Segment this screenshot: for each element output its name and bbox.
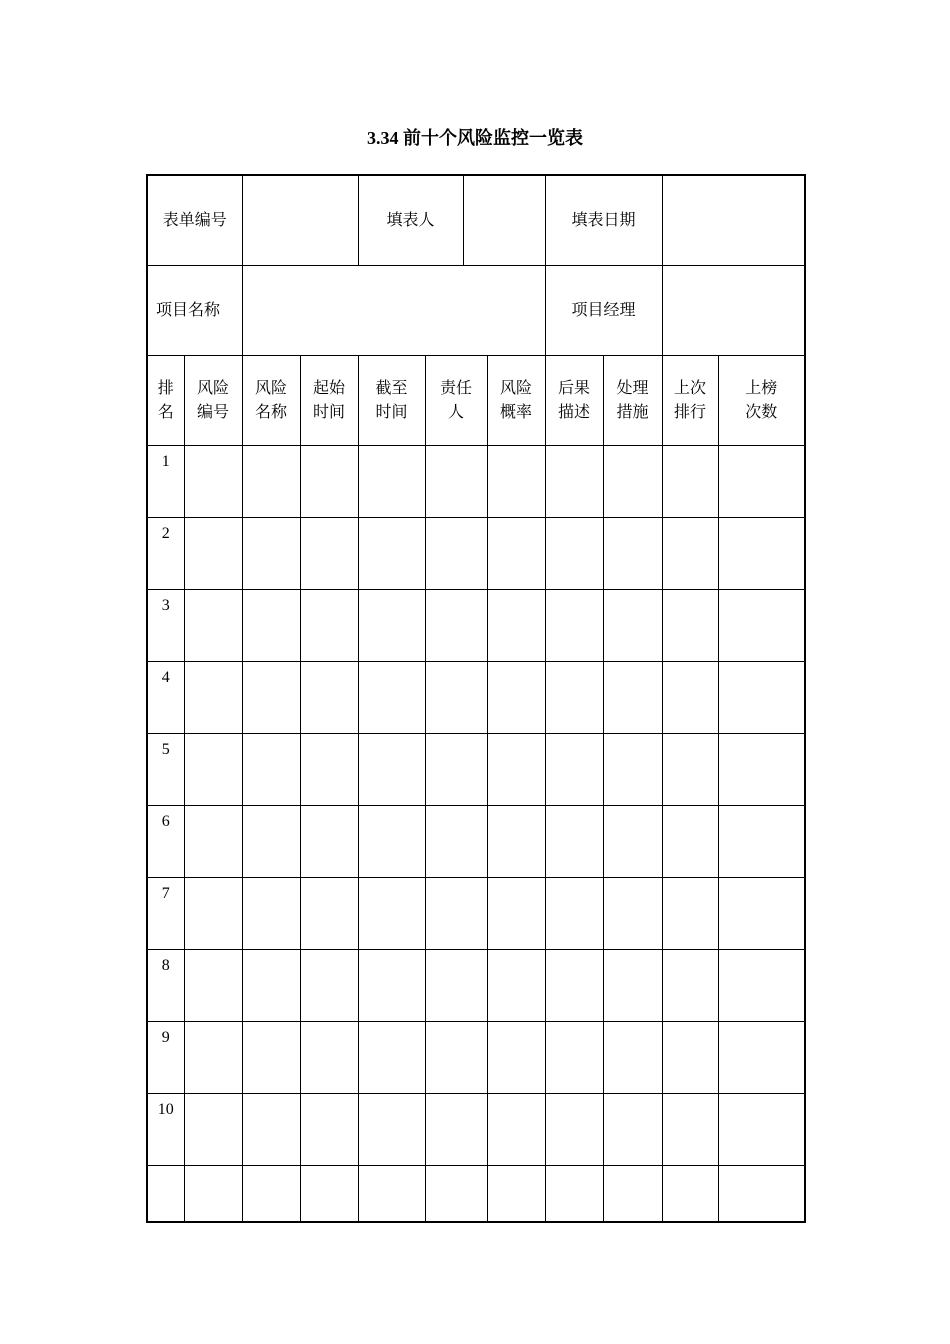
table-cell[interactable]	[662, 806, 718, 878]
filler-label: 填表人	[358, 175, 463, 266]
project-name-field[interactable]	[242, 266, 545, 356]
column-header-line: 时间	[313, 403, 346, 421]
table-row	[147, 878, 805, 950]
table-cell[interactable]	[487, 1166, 545, 1223]
table-cell[interactable]	[662, 590, 718, 662]
table-cell[interactable]	[603, 806, 662, 878]
table-cell[interactable]	[242, 878, 300, 950]
table-cell[interactable]	[358, 878, 425, 950]
table-cell[interactable]	[300, 1022, 358, 1094]
table-cell[interactable]	[358, 806, 425, 878]
table-cell[interactable]	[242, 662, 300, 734]
table-cell[interactable]	[718, 1022, 805, 1094]
table-row	[147, 1022, 805, 1094]
table-cell[interactable]	[242, 1094, 300, 1166]
risk-monitor-table	[146, 174, 806, 1223]
table-cell[interactable]	[425, 662, 487, 734]
table-cell[interactable]	[487, 950, 545, 1022]
rank-cell: 5	[147, 734, 184, 806]
table-cell[interactable]	[358, 1022, 425, 1094]
table-cell[interactable]	[718, 446, 805, 518]
rank-cell: 7	[147, 878, 184, 950]
rank-cell: 2	[147, 518, 184, 590]
table-cell[interactable]	[603, 734, 662, 806]
column-header-line: 风险	[500, 379, 533, 397]
table-cell[interactable]	[487, 1022, 545, 1094]
table-cell[interactable]	[425, 1094, 487, 1166]
table-cell[interactable]	[358, 1094, 425, 1166]
column-header-line: 责任	[440, 379, 473, 397]
table-cell[interactable]	[662, 1166, 718, 1223]
table-cell[interactable]	[358, 950, 425, 1022]
column-header-line: 处理	[616, 379, 649, 397]
column-header	[184, 356, 242, 446]
column-header-line: 次数	[745, 403, 778, 421]
table-cell[interactable]	[425, 806, 487, 878]
table-cell[interactable]	[358, 590, 425, 662]
table-cell[interactable]	[662, 878, 718, 950]
table-cell[interactable]	[300, 1166, 358, 1223]
table-cell[interactable]	[545, 806, 603, 878]
table-cell[interactable]	[718, 950, 805, 1022]
table-cell[interactable]	[184, 446, 242, 518]
column-header	[718, 356, 805, 446]
table-cell[interactable]	[662, 518, 718, 590]
table-cell[interactable]	[603, 950, 662, 1022]
table-cell[interactable]	[718, 518, 805, 590]
rank-cell: 9	[147, 1022, 184, 1094]
table-cell[interactable]	[603, 446, 662, 518]
column-header-line: 截至	[375, 379, 408, 397]
table-cell[interactable]	[184, 518, 242, 590]
table-cell[interactable]	[184, 1022, 242, 1094]
table-cell[interactable]	[718, 590, 805, 662]
table-cell[interactable]	[603, 1166, 662, 1223]
rank-cell: 3	[147, 590, 184, 662]
table-cell[interactable]	[603, 1022, 662, 1094]
table-cell[interactable]	[184, 806, 242, 878]
table-cell[interactable]	[718, 1094, 805, 1166]
table-cell[interactable]	[242, 734, 300, 806]
column-header	[487, 356, 545, 446]
table-cell[interactable]	[184, 1094, 242, 1166]
table-cell[interactable]	[487, 662, 545, 734]
rank-cell: 1	[147, 446, 184, 518]
column-header-line: 措施	[616, 403, 649, 421]
table-cell[interactable]	[662, 734, 718, 806]
table-cell[interactable]	[718, 662, 805, 734]
column-header	[662, 356, 718, 446]
table-row	[147, 518, 805, 590]
table-cell[interactable]	[184, 950, 242, 1022]
table-cell[interactable]	[300, 446, 358, 518]
table-cell[interactable]	[425, 734, 487, 806]
table-cell[interactable]	[487, 734, 545, 806]
table-cell[interactable]	[300, 662, 358, 734]
table-cell[interactable]	[718, 734, 805, 806]
column-header	[603, 356, 662, 446]
table-cell[interactable]	[545, 734, 603, 806]
table-cell[interactable]	[603, 662, 662, 734]
column-header-line: 时间	[375, 403, 408, 421]
table-cell[interactable]	[242, 950, 300, 1022]
table-cell[interactable]	[603, 878, 662, 950]
fill-date-label: 填表日期	[545, 175, 662, 266]
column-header-line: 风险	[255, 379, 288, 397]
column-header-line: 概率	[500, 403, 533, 421]
form-no-field[interactable]	[242, 175, 358, 266]
table-cell[interactable]	[487, 878, 545, 950]
table-cell[interactable]	[545, 662, 603, 734]
column-header	[358, 356, 425, 446]
rank-cell: 6	[147, 806, 184, 878]
table-cell[interactable]	[425, 950, 487, 1022]
column-header	[425, 356, 487, 446]
rank-cell	[147, 1166, 184, 1223]
table-cell[interactable]	[300, 806, 358, 878]
rank-cell: 8	[147, 950, 184, 1022]
rank-cell: 10	[147, 1094, 184, 1166]
table-cell[interactable]	[545, 878, 603, 950]
table-cell[interactable]	[300, 518, 358, 590]
table-cell[interactable]	[358, 446, 425, 518]
column-header-line: 人	[448, 403, 465, 421]
table-row	[147, 1094, 805, 1166]
table-row	[147, 950, 805, 1022]
table-cell[interactable]	[358, 734, 425, 806]
table-cell[interactable]	[300, 590, 358, 662]
table-cell[interactable]	[242, 1022, 300, 1094]
table-cell[interactable]	[184, 1166, 242, 1223]
column-header-line: 上次	[674, 379, 707, 397]
column-header	[545, 356, 603, 446]
table-cell[interactable]	[242, 446, 300, 518]
table-cell[interactable]	[300, 1094, 358, 1166]
table-cell[interactable]	[718, 806, 805, 878]
column-header	[147, 356, 184, 446]
table-cell[interactable]	[487, 446, 545, 518]
table-cell[interactable]	[242, 1166, 300, 1223]
project-manager-field[interactable]	[662, 266, 805, 356]
table-cell[interactable]	[487, 1094, 545, 1166]
table-cell[interactable]	[300, 734, 358, 806]
column-header-row	[147, 356, 805, 446]
column-header-line: 后果	[558, 379, 591, 397]
table-row	[147, 446, 805, 518]
table-cell[interactable]	[184, 662, 242, 734]
table-cell[interactable]	[487, 518, 545, 590]
table-cell[interactable]	[545, 518, 603, 590]
table-cell[interactable]	[545, 1022, 603, 1094]
table-cell[interactable]	[300, 878, 358, 950]
column-header-line: 起始	[313, 379, 346, 397]
table-cell[interactable]	[662, 662, 718, 734]
table-cell[interactable]	[603, 590, 662, 662]
table-row	[147, 662, 805, 734]
table-cell[interactable]	[425, 878, 487, 950]
column-header-line: 名称	[255, 403, 288, 421]
table-row	[147, 590, 805, 662]
table-cell[interactable]	[242, 590, 300, 662]
table-cell[interactable]	[487, 806, 545, 878]
project-manager-label: 项目经理	[545, 266, 662, 356]
column-header-line: 编号	[197, 403, 230, 421]
table-cell[interactable]	[242, 806, 300, 878]
table-row	[147, 734, 805, 806]
rank-cell: 4	[147, 662, 184, 734]
table-cell[interactable]	[487, 590, 545, 662]
table-cell[interactable]	[603, 1094, 662, 1166]
table-cell[interactable]	[545, 950, 603, 1022]
table-cell[interactable]	[358, 1166, 425, 1223]
fill-date-field[interactable]	[662, 175, 805, 266]
table-cell[interactable]	[425, 518, 487, 590]
data-rows	[147, 446, 805, 1223]
page-title: 3.34 前十个风险监控一览表	[367, 128, 583, 148]
column-header-line: 描述	[558, 403, 591, 421]
column-header-line: 排行	[674, 403, 707, 421]
filler-field[interactable]	[463, 175, 545, 266]
table-cell[interactable]	[358, 518, 425, 590]
table-cell[interactable]	[718, 1166, 805, 1223]
table-cell[interactable]	[425, 446, 487, 518]
table-row	[147, 806, 805, 878]
table-cell[interactable]	[425, 1022, 487, 1094]
info-row-1	[147, 175, 805, 266]
table-cell[interactable]	[545, 590, 603, 662]
form-no-label: 表单编号	[147, 175, 242, 266]
project-name-label: 项目名称	[147, 266, 242, 356]
column-header	[242, 356, 300, 446]
table-cell[interactable]	[358, 662, 425, 734]
table-cell[interactable]	[184, 734, 242, 806]
table-cell[interactable]	[184, 878, 242, 950]
column-header-line: 上榜	[745, 379, 778, 397]
column-header-line: 排	[157, 379, 174, 397]
table-cell[interactable]	[425, 1166, 487, 1223]
table-cell[interactable]	[545, 1094, 603, 1166]
table-cell[interactable]	[425, 590, 487, 662]
table-cell[interactable]	[242, 518, 300, 590]
table-cell[interactable]	[662, 1022, 718, 1094]
table-cell[interactable]	[662, 1094, 718, 1166]
table-cell[interactable]	[545, 446, 603, 518]
table-cell[interactable]	[603, 518, 662, 590]
column-header-line: 风险	[197, 379, 230, 397]
table-cell[interactable]	[545, 1166, 603, 1223]
table-cell[interactable]	[300, 950, 358, 1022]
table-cell[interactable]	[662, 950, 718, 1022]
table-cell[interactable]	[184, 590, 242, 662]
column-header	[300, 356, 358, 446]
table-row	[147, 1166, 805, 1223]
info-row-2	[147, 266, 805, 356]
column-header-line: 名	[157, 403, 174, 421]
table-cell[interactable]	[662, 446, 718, 518]
table-cell[interactable]	[718, 878, 805, 950]
